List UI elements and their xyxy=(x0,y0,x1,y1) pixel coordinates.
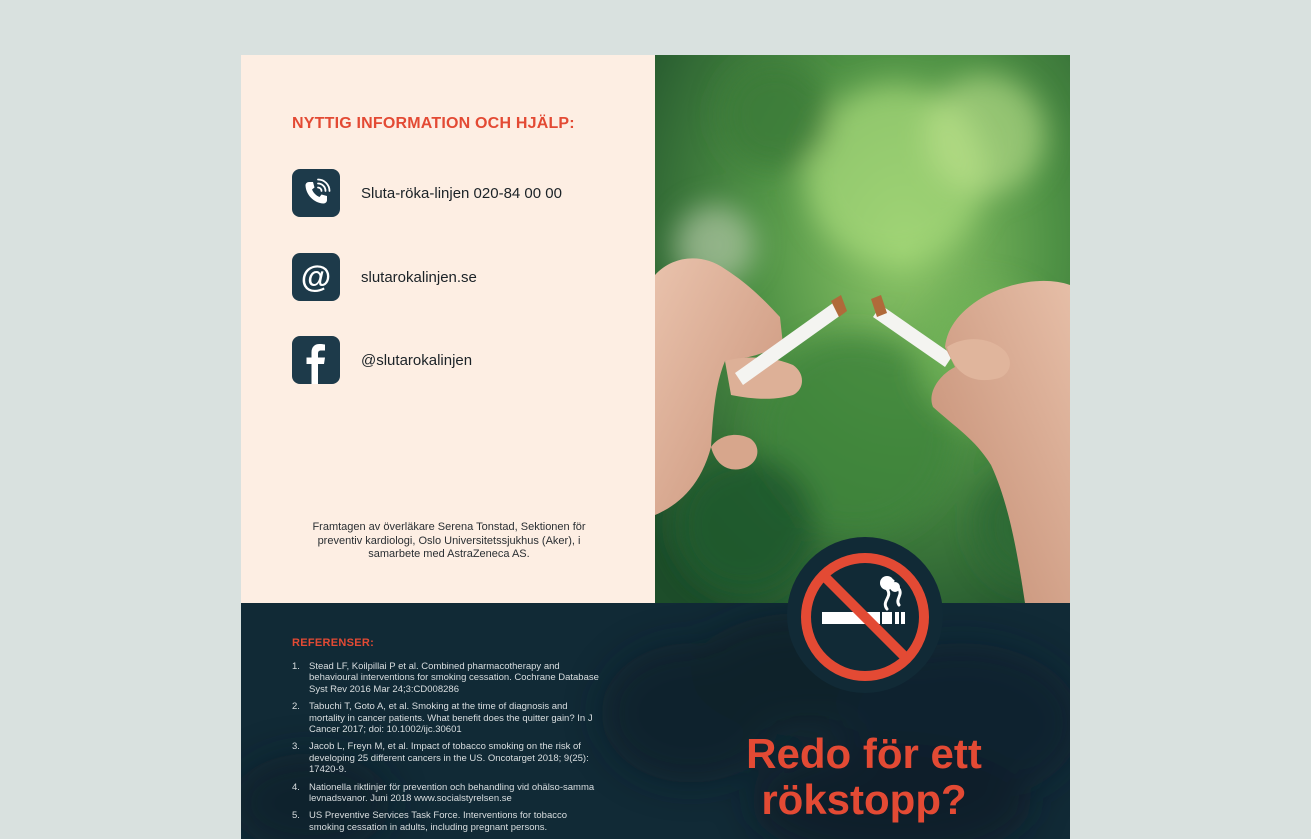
facebook-label: @slutarokalinjen xyxy=(361,351,473,369)
info-heading: NYTTIG INFORMATION OCH HJÄLP: xyxy=(292,115,575,132)
references-list xyxy=(292,661,602,839)
contact-website xyxy=(292,253,477,301)
brochure-page xyxy=(241,55,1070,839)
contact-phone xyxy=(292,169,562,217)
info-panel xyxy=(241,55,655,603)
headline-line-2: rökstopp? xyxy=(761,776,967,823)
photo-breaking-cigarette xyxy=(655,55,1070,603)
phone-icon xyxy=(292,169,340,217)
svg-text:@: @ xyxy=(300,260,332,294)
headline xyxy=(701,731,1027,823)
list-item: 2. Tabuchi T, Goto A, et al. Smoking at the time of diagnosis and mortality in cancer patients. What benefit does the quitter gain? In J Cancer 2017; doi: 10.1002/ijc.30601 xyxy=(292,701,593,736)
list-item: 5. US Preventive Services Task Force. Interventions for tobacco smoking cessation in adults, including pregnant persons. xyxy=(292,810,568,833)
list-item: 1. Stead LF, Koilpillai P et al. Combined pharmacotherapy and behavioural interventions for smoking cessation. Cochrane Database Syst Rev 2016 Mar 24;3:CD008286 xyxy=(292,661,599,695)
website-label: slutarokalinjen.se xyxy=(361,268,477,286)
facebook-icon xyxy=(292,336,340,384)
contact-facebook xyxy=(292,336,472,384)
list-item: 4. Nationella riktlinjer för prevention och behandling vid ohälso-samma levnadsvanor. Juni 2018 www.socialstyrelsen.se xyxy=(292,781,595,805)
at-icon xyxy=(292,253,340,301)
references-heading: REFERENSER: xyxy=(292,637,375,649)
list-item: 3. Jacob L, Freyn M, et al. Impact of tobacco smoking on the risk of developing 25 different cancers in the US. Oncotarget 2018; 9(25): 17420-9. xyxy=(292,741,589,776)
phone-label: Sluta-röka-linjen 020-84 00 00 xyxy=(361,184,562,202)
no-smoking-icon xyxy=(787,537,943,693)
credits-text: Framtagen av överläkare Serena Tonstad, Sektionen för preventiv kardiologi, Oslo Universitetssjukhus (Aker), i samarbete med AstraZeneca AS. xyxy=(312,521,586,560)
headline-line-1: Redo för ett xyxy=(746,730,982,777)
